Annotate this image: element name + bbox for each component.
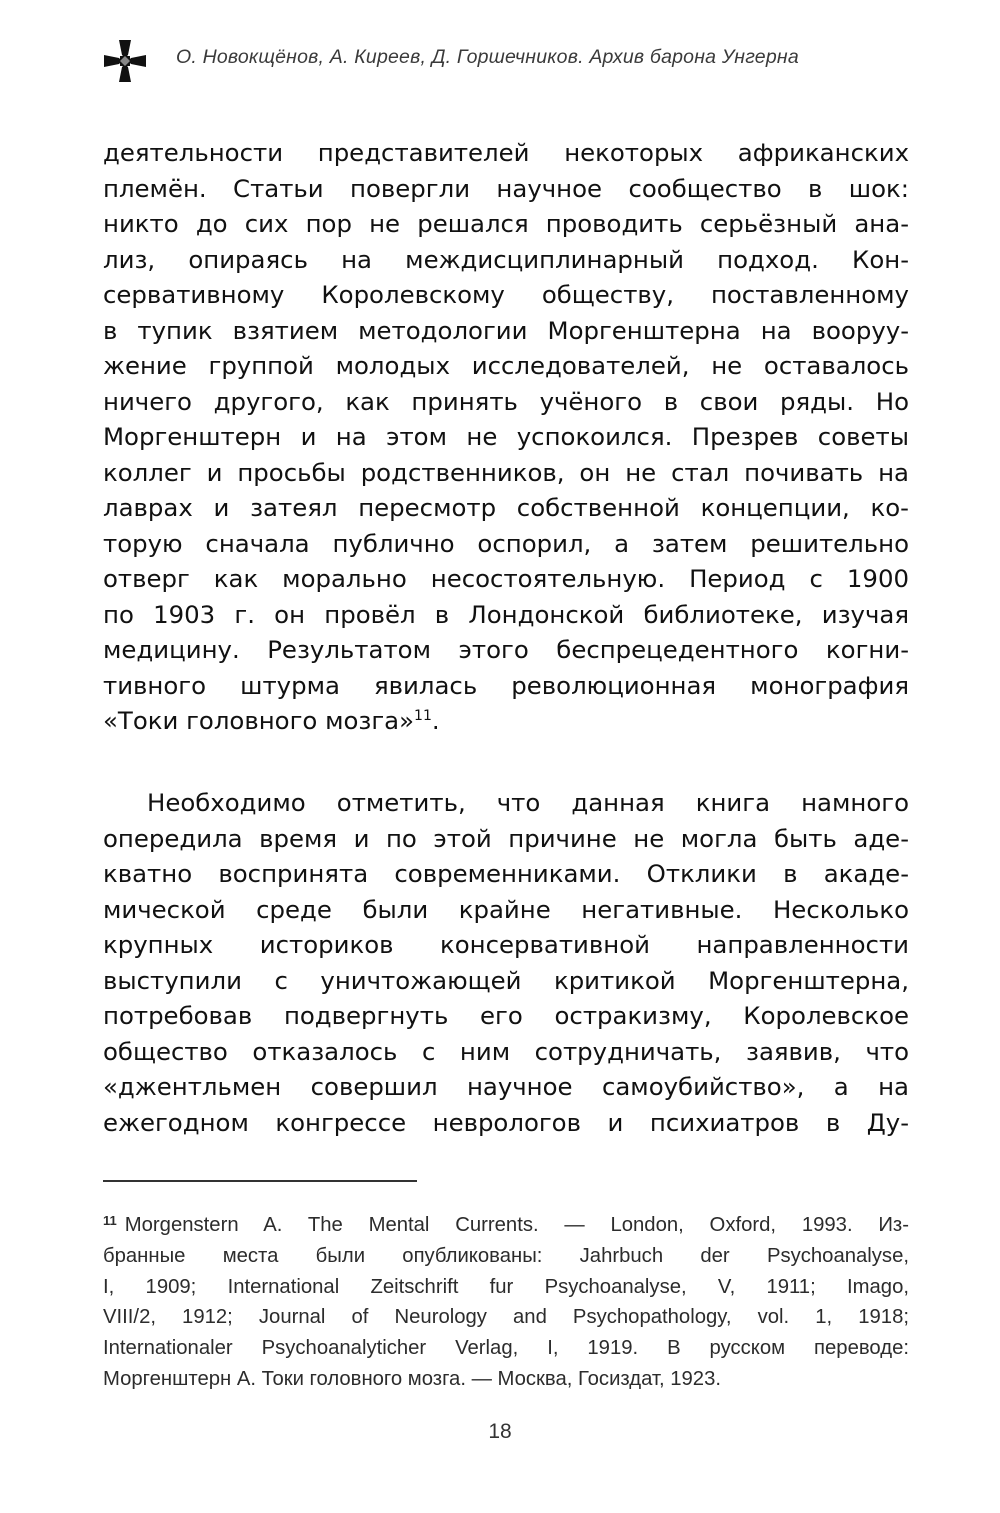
text-line: сервативному Королевскому обществу, поставленному	[103, 280, 909, 309]
text-line: общество отказалось с ним сотрудничать, заявив, что	[103, 1036, 909, 1066]
text-line: ничего другого, как принять учёного в свои ряды. Но	[103, 386, 909, 416]
footnote-line: Моргенштерн А. Токи головного мозга. — Москва, Госиздат, 1923.	[103, 1367, 721, 1390]
text-line: деятельности представителей некоторых африканских	[103, 138, 909, 167]
running-title: О. Новокщёнов, А. Киреев, Д. Горшечников. Архив барона Унгерна	[176, 46, 799, 68]
text-line: лаврах и затеял пересмотр собственной концепции, ко-	[103, 493, 909, 522]
text-line: никто до сих пор не решался проводить серьёзный ана-	[103, 209, 909, 238]
text-line: крупных историков консервативной направленности	[103, 930, 909, 959]
cross-pattee-icon	[102, 38, 148, 84]
text-line: потребовав подвергнуть его остракизму, Королевское	[103, 1001, 909, 1030]
text-line: племён. Статьи повергли научное сообщество в шок:	[103, 173, 909, 203]
text-line: тивного штурма явилась революционная монография	[103, 670, 909, 700]
text-line: в тупик взятием методологии Моргенштерна на вооруу-	[103, 315, 909, 345]
text-line: выступили с уничтожающей критикой Моргенштерна,	[103, 965, 909, 995]
footnote-divider	[103, 1180, 417, 1182]
text-line-last	[103, 703, 909, 739]
footnote-line: I, 1909; International Zeitschrift fur Psychoanalyse, V, 1911; Imago,	[103, 1275, 909, 1298]
sentence-end: .	[431, 706, 440, 735]
text-line: «джентльмен совершил научное самоубийство», а на	[103, 1072, 909, 1101]
text-line: жение группой молодых исследователей, не оставалось	[103, 351, 909, 380]
paragraph-1	[103, 135, 909, 739]
footnote-line	[103, 1210, 909, 1241]
book-title-quote: «Токи головного мозга»	[103, 706, 415, 735]
page-number: 18	[488, 1420, 512, 1443]
footnote-line: VIII/2, 1912; Journal of Neurology and Psychopathology, vol. 1, 1918;	[103, 1306, 909, 1329]
text-line: отверг как морально несостоятельную. Период с 1900	[103, 564, 909, 593]
footnote-line: Internationaler Psychoanalyticher Verlag, I, 1919. В русском переводе:	[103, 1337, 909, 1360]
running-header	[100, 36, 860, 84]
footnote-reference[interactable]: 11	[414, 707, 432, 724]
text-line: коллег и просьбы родственников, он не стал почивать на	[103, 457, 909, 487]
text-line: лиз, опираясь на междисциплинарный подход. Кон-	[103, 244, 909, 274]
text-line: медицину. Результатом этого беспрецедентного когни-	[103, 635, 909, 664]
text-line: ежегодном конгрессе неврологов и психиатров в Ду-	[103, 1107, 909, 1137]
text-line: торую сначала публично оспорил, а затем решительно	[103, 528, 909, 558]
paragraph-2	[103, 785, 909, 1140]
footnote-line: бранные места были опубликованы: Jahrbuch der Psychoanalyse,	[103, 1244, 909, 1267]
footnote-text: Morgenstern A. The Mental Currents. — London, Oxford, 1993. Из-	[124, 1214, 909, 1236]
text-line: кватно воспринята современниками. Отклики в акаде-	[103, 859, 909, 888]
footnote	[103, 1210, 909, 1395]
footnote-number: 11	[103, 1213, 117, 1228]
text-line: мической среде были крайне негативные. Несколько	[103, 894, 909, 924]
text-line: опередила время и по этой причине не могла быть аде-	[103, 823, 909, 853]
text-line: Необходимо отметить, что данная книга намного	[147, 788, 909, 817]
text-line: Моргенштерн и на этом не успокоился. Презрев советы	[103, 422, 909, 451]
text-line: по 1903 г. он провёл в Лондонской библиотеке, изучая	[103, 599, 909, 629]
